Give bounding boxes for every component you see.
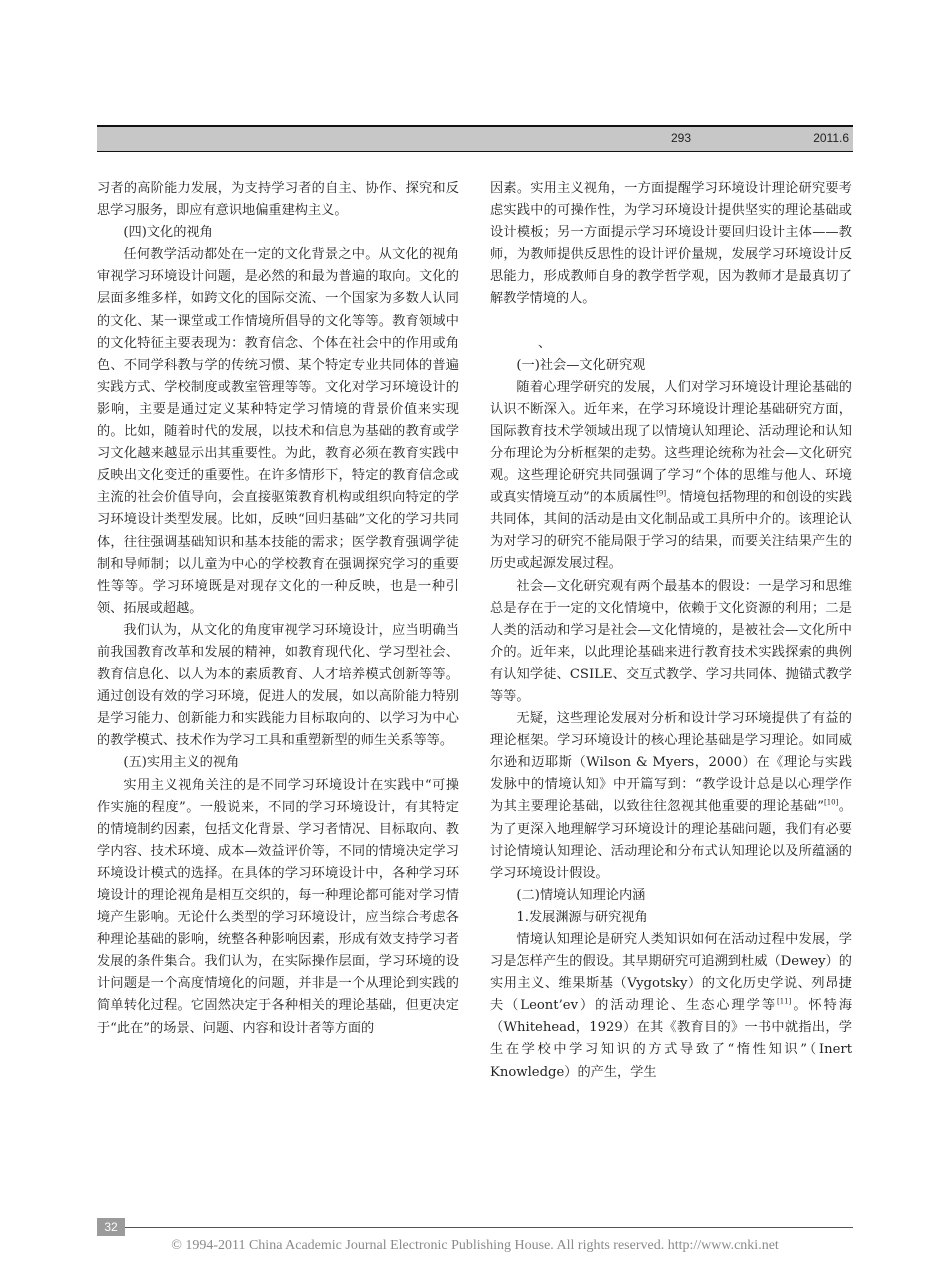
paragraph-text: 。为了更深入地理解学习环境设计的理论基础问题，我们有必要讨论情境认知理论、活动理论和分布式认知理论以及所蕴涵的学习环境设计假设。 bbox=[490, 799, 852, 881]
body-paragraph: 实用主义视角关注的是不同学习环境设计在实践中“可操作实施的程度”。一般说来，不同的学习环境设计，有其特定的情境制约因素，包括文化背景、学习者情况、目标取向、教学内容、技术环境、成本—效益评价等，不同的情境决定学习环境设计模式的选择。在具体的学习环境设计中，各种学习环境设计的理论视角是相互交织的，每一种理论都可能对学习情境产生影响。无论什么类型的学习环境设计，应当综合考虑各种理论基础的影响，统整各种影响因素，形成有效支持学习者发展的条件集合。我们认为，在实际操作层面，学习环境的设计问题是一个高度情境化的问题，并非是一个从理论到实践的简单转化过程。它固然决定于各种相关的理论基础，但更决定于“此在”的场景、问题、内容和设计者等方面的 bbox=[97, 777, 459, 1036]
body-paragraph bbox=[490, 377, 852, 576]
body-paragraph: 我们认为，从文化的角度审视学习环境设计，应当明确当前我国教育改革和发展的精神，如教育现代化、学习型社会、教育信息化、以人为本的素质教育、人才培养模式创新等等。通过创设有效的学习环境，促进人的发展，如以高阶能力特别是学习能力、创新能力和实践能力目标取向的、以学习为中心的教学模式、技术作为学习工具和重塑新型的师生关系等等。 bbox=[97, 622, 459, 749]
citation-marker: [11] bbox=[777, 997, 792, 1006]
section-heading: 1.发展渊源与研究视角 bbox=[516, 909, 648, 925]
paragraph-text: 。怀特海（Whitehead，1929）在其《教育目的》一书中就指出，学生在学校中学习知识的方式导致了“惰性知识”（Inert Knowledge）的产生，学生 bbox=[490, 998, 853, 1080]
paragraph-text: 随着心理学研究的发展，人们对学习环境设计理论基础的认识不断深入。近年来，在学习环境设计理论基础研究方面，国际教育技术学领域出现了以情境认知理论、活动理论和认知分布理论为分析框架的走势。这些理论统称为社会—文化研究观。这些理论研究共同强调了学习“个体的思维与他人、环境或真实情境互动”的本质属性 bbox=[490, 379, 852, 506]
section-heading: (一)社会—文化研究观 bbox=[516, 357, 646, 373]
paragraph-text: 。情境包括物理的和创设的实践共同体，其间的活动是由文化制品或工具所中介的。该理论认为对学习的研究不能局限于学习的结果，而要关注结果产生的历史或起源发展过程。 bbox=[490, 490, 852, 572]
citation-marker: [9] bbox=[656, 489, 667, 498]
journal-page-number: 32 bbox=[97, 1218, 125, 1236]
copyright-notice: © 1994-2011 China Academic Journal Electronic Publishing House. All rights reserved. http://www.cnki.net bbox=[171, 1238, 779, 1253]
citation-marker: [10] bbox=[823, 799, 839, 808]
body-paragraph: 因素。实用主义视角，一方面提醒学习环境设计理论研究要考虑实践中的可操作性，为学习环境设计提供坚实的理论基础或设计模板；另一方面提示学习环境设计要回归设计主体——教师，为教师提供反思性的设计评价量规，发展学习环境设计反思能力，形成教师自身的教学哲学观，因为教师才是最真切了解教学情境的人。 bbox=[490, 181, 852, 307]
body-paragraph bbox=[490, 708, 852, 885]
body-paragraph bbox=[490, 929, 852, 1084]
running-header bbox=[97, 127, 853, 151]
section-heading: (四)文化的视角 bbox=[123, 225, 213, 241]
right-column bbox=[490, 178, 852, 1084]
paragraph-text: 无疑，这些理论发展对分析和设计学习环境提供了有益的理论框架。学习环境设计的核心理论基础是学习理论。如同威尔逊和迈耶斯（Wilson & Myers，2000）在《理论与实践发脉中的情境认知》中开篇写到：“教学设计总是以心理学作为其主要理论基础，以致往往忽视其他重要的理论基础” bbox=[490, 711, 852, 815]
header-bottom-rule bbox=[97, 151, 853, 152]
header-date: 2011.6 bbox=[813, 131, 849, 145]
body-paragraph: 任何教学活动都处在一定的文化背景之中。从文化的视角审视学习环境设计问题，是必然的和最为普遍的取向。文化的层面多维多样，如跨文化的国际交流、一个国家为多数人认同的文化、某一课堂或工作情境所倡导的文化等等。教育领域中的文化特征主要表现为：教育信念、个体在社会中的作用或角色、不同学科教与学的传统习惯、某个特定专业共同体的普遍实践方式、学校制度或教室管理等等。文化对学习环境设计的影响，主要是通过定义某种特定学习情境的背景价值来实现的。比如，随着时代的发展，以技术和信息为基础的教育或学习文化越来越显示出其重要性。为此，教育必须在教育实践中反映出文化变迁的重要性。在许多情形下，特定的教育信念或主流的社会价值导向，会直接驱策教育机构或组织向特定的学习环境设计类型发展。比如，反映“回归基础”文化的学习共同体，往往强调基础知识和基本技能的需求；医学教育强调学徒制和导师制；以儿童为中心的学校教育在强调探究学习的重要性等等。学习环境既是对现存文化的一种反映，也是一种引领、拓展或超越。 bbox=[97, 247, 459, 616]
footer-rule bbox=[125, 1227, 853, 1228]
section-heading: (五)实用主义的视角 bbox=[123, 755, 240, 771]
left-column bbox=[97, 178, 459, 1040]
stray-mark: 、 bbox=[538, 335, 552, 351]
paragraph-text: 情境认知理论是研究人类知识如何在活动过程中发展，学习是怎样产生的假设。其早期研究可追溯到杜威（Dewey）的实用主义、维果斯基（Vygotsky）的文化历史学说、列昂捷夫（Leont’ev）的活动理论、生态心理学等 bbox=[490, 932, 852, 1014]
body-paragraph: 社会—文化研究观有两个最基本的假设：一是学习和思维总是存在于一定的文化情境中，依赖于文化资源的利用；二是人类的活动和学习是社会—文化情境的，是被社会—文化所中介的。近年来，以此理论基础来进行教育技术实践探索的典例有认知学徒、CSILE、交互式教学、学习共同体、抛锚式教学等等。 bbox=[490, 578, 852, 704]
body-paragraph: 习者的高阶能力发展，为支持学习者的自主、协作、探究和反思学习服务，即应有意识地偏重建构主义。 bbox=[97, 181, 459, 219]
header-page-number: 293 bbox=[671, 131, 692, 145]
section-gap bbox=[490, 311, 852, 333]
section-heading: (二)情境认知理论内涵 bbox=[516, 887, 646, 903]
